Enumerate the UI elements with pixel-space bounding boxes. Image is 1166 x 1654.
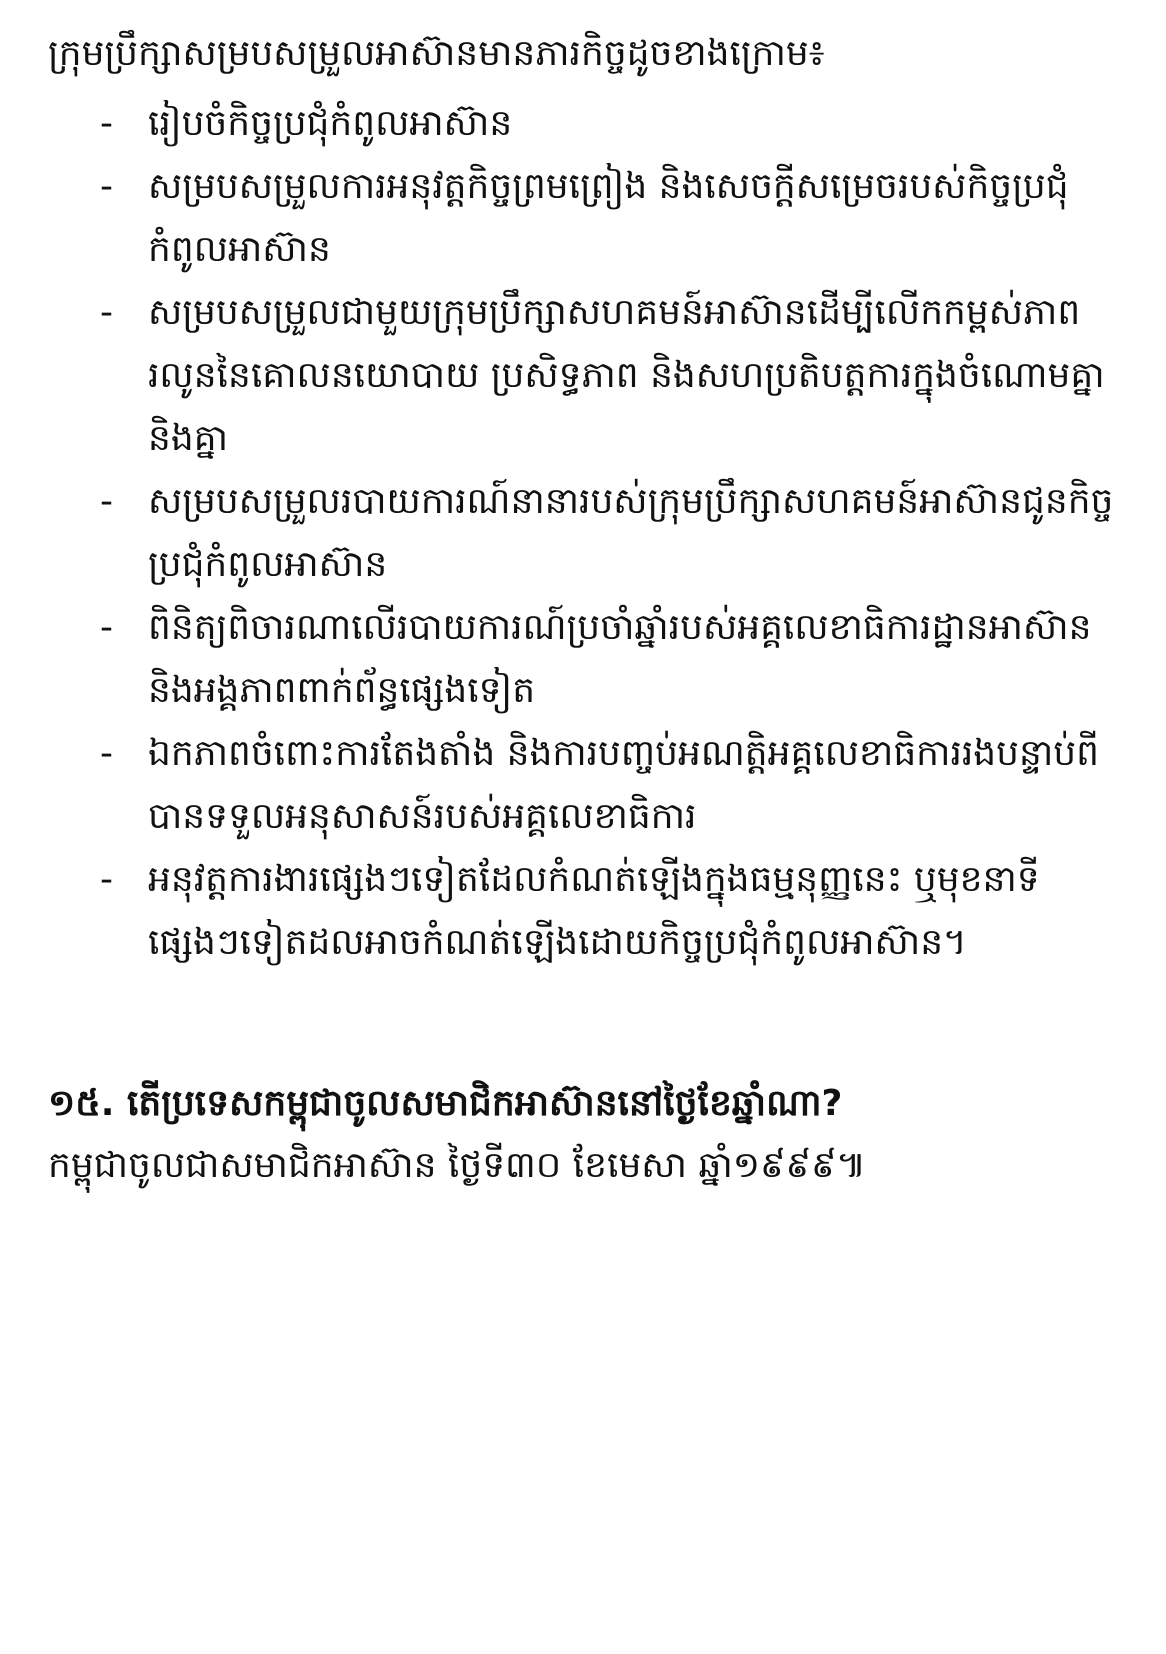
list-item-text: រៀបចំកិច្ចប្រជុំកំពូលអាស៊ាន [148,103,513,144]
bullet-dash: - [100,166,113,207]
list-item [92,470,1122,596]
list-item [92,596,1122,722]
list-item [92,848,1122,974]
list-item [92,92,1122,155]
list-item [92,281,1122,470]
bullet-dash: - [100,481,113,522]
list-item-text: អនុវត្តការងារផ្សេងៗទៀតដែលកំណត់ឡើងក្នុងធម្មនុញ្ញនេះ ឬមុខនាទីផ្សេងៗទៀតដលអាចកំណត់ឡើងដោយកិច្ចប្រជុំកំពូលអាស៊ាន។ [148,859,1040,963]
bullet-dash: - [100,103,113,144]
duties-list [92,92,1122,974]
list-item-text: ពិនិត្យពិចារណាលើរបាយការណ៍ប្រចាំឆ្នាំរបស់អគ្គលេខាធិការដ្ឋានអាស៊ាន និងអង្គភាពពាក់ព័ន្ធផ្សេងទៀត [148,607,1092,711]
intro-paragraph: ក្រុមប្រឹក្សាសម្របសម្រួលអាស៊ានមានភារកិច្ចដូចខាងក្រោម៖ [48,33,825,74]
question-heading: ១៥. តើប្រទេសកម្ពុជាចូលសមាជិកអាស៊ាននៅថ្ងៃខែឆ្នាំណា? [48,1083,843,1124]
bullet-dash: - [100,859,113,900]
list-item-text: សម្របសម្រួលការអនុវត្តកិច្ចព្រមព្រៀង និងសេចក្ដីសម្រេចរបស់កិច្ចប្រជុំកំពូលអាស៊ាន [148,166,1069,270]
list-item-text: ឯកភាពចំពោះការតែងតាំង និងការបញ្ចប់អណត្តិអគ្គលេខាធិការរងបន្ទាប់ពីបានទទួលអនុសាសន៍របស់អគ្គលេខាធិការ [148,733,1099,837]
bullet-dash: - [100,292,113,333]
list-item-text: សម្របសម្រួលរបាយការណ៍នានារបស់ក្រុមប្រឹក្សាសហគមន៍អាស៊ានជូនកិច្ចប្រជុំកំពូលអាស៊ាន [148,481,1114,585]
list-item-text: សម្របសម្រួលជាមួយក្រុមប្រឹក្សាសហគមន៍អាស៊ានដើម្បីលើកកម្ពស់ភាពរលូននៃគោលនយោបាយ ប្រសិទ្ធភាព និងសហប្រតិបត្តការក្នុងចំណោមគ្នានិងគ្នា [148,292,1105,459]
bullet-dash: - [100,607,113,648]
list-item [92,722,1122,848]
list-item [92,155,1122,281]
answer-paragraph: កម្ពុជាចូលជាសមាជិកអាស៊ាន ថ្ងៃទី៣០ ខែមេសា ឆ្នាំ១៩៩៩៕ [48,1145,867,1186]
bullet-dash: - [100,733,113,774]
